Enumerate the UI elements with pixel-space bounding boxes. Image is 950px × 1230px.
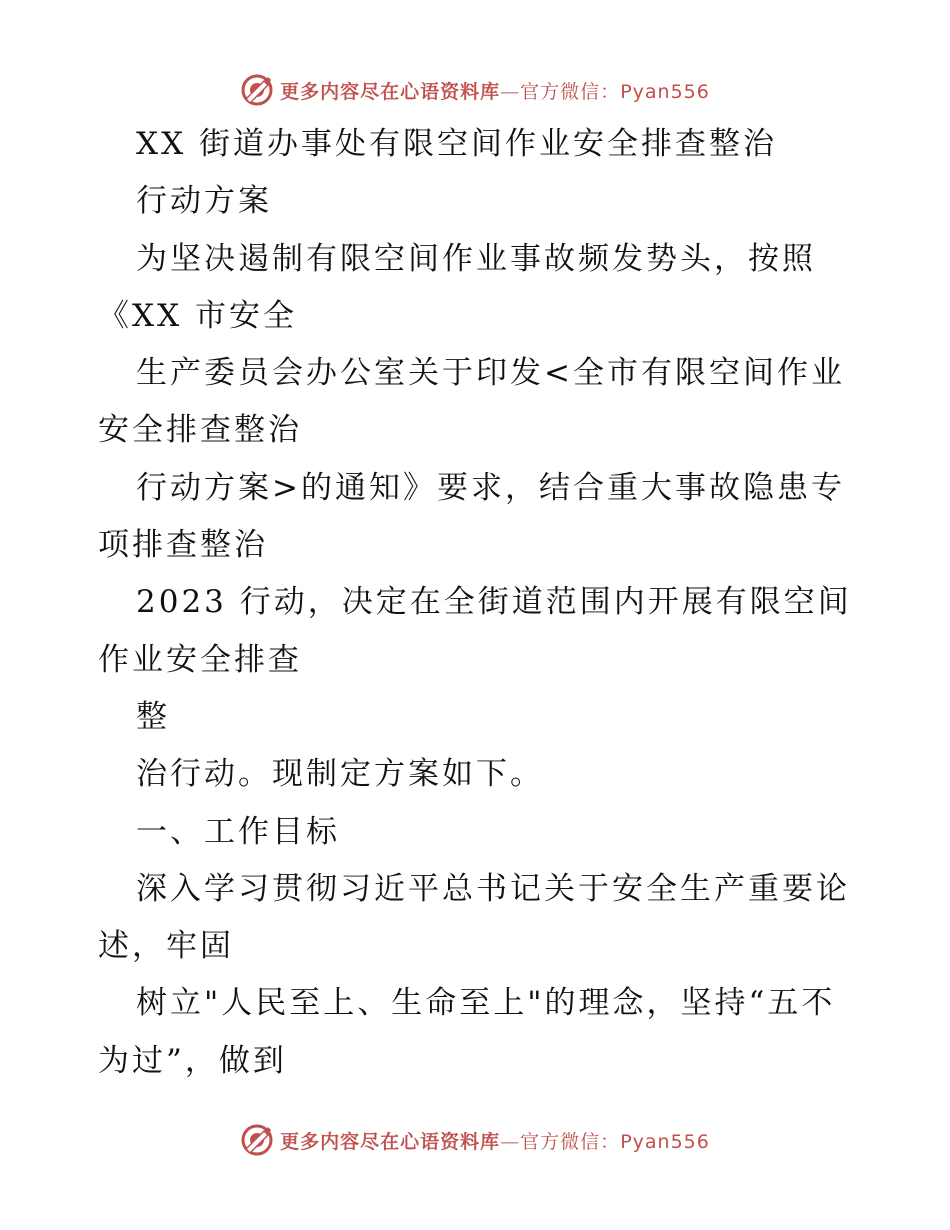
doc-paragraph-line: 述，牢固	[98, 928, 234, 965]
section-heading: 一、工作目标	[136, 813, 340, 850]
doc-paragraph-line: 项排查整治	[98, 527, 268, 564]
doc-paragraph-line: 2023 行动，决定在全街道范围内开展有限空间	[136, 584, 852, 621]
doc-paragraph-line: 行动方案>的通知》要求，结合重大事故隐患专	[136, 469, 845, 506]
banner-official: 官方微信：	[520, 1130, 621, 1153]
doc-paragraph-line: 《XX 市安全	[98, 297, 297, 334]
document-body	[98, 116, 898, 1090]
seal-logo-icon	[240, 1123, 274, 1157]
banner-separator: —	[500, 80, 521, 103]
banner-account: Pyan556	[620, 80, 710, 103]
header-banner	[0, 70, 950, 110]
doc-paragraph-line: 树立"人民至上、生命至上"的理念，坚持“五不	[136, 985, 836, 1022]
banner-official: 官方微信：	[520, 80, 621, 103]
doc-paragraph-line: 为过”，做到	[98, 1042, 287, 1079]
doc-paragraph-line: 治行动。现制定方案如下。	[136, 756, 544, 793]
banner-brand: 更多内容尽在心语资料库	[280, 80, 501, 103]
doc-paragraph-line: 整	[136, 698, 170, 735]
banner-separator: —	[500, 1130, 521, 1153]
doc-title-line-2: 行动方案	[136, 183, 272, 220]
seal-logo-icon	[240, 73, 274, 107]
banner-brand: 更多内容尽在心语资料库	[280, 1130, 501, 1153]
doc-paragraph-line: 作业安全排查	[98, 641, 302, 678]
doc-paragraph-line: 安全排查整治	[98, 412, 302, 449]
doc-paragraph-line: 生产委员会办公室关于印发<全市有限空间作业	[136, 355, 845, 392]
banner-text	[280, 77, 710, 104]
banner-account: Pyan556	[620, 1130, 710, 1153]
doc-title-line-1: XX 街道办事处有限空间作业安全排查整治	[136, 126, 777, 162]
doc-paragraph-line: 深入学习贯彻习近平总书记关于安全生产重要论	[136, 870, 850, 907]
footer-banner	[0, 1120, 950, 1160]
banner-text	[280, 1127, 710, 1154]
doc-paragraph-line: 为坚决遏制有限空间作业事故频发势头，按照	[136, 240, 816, 277]
